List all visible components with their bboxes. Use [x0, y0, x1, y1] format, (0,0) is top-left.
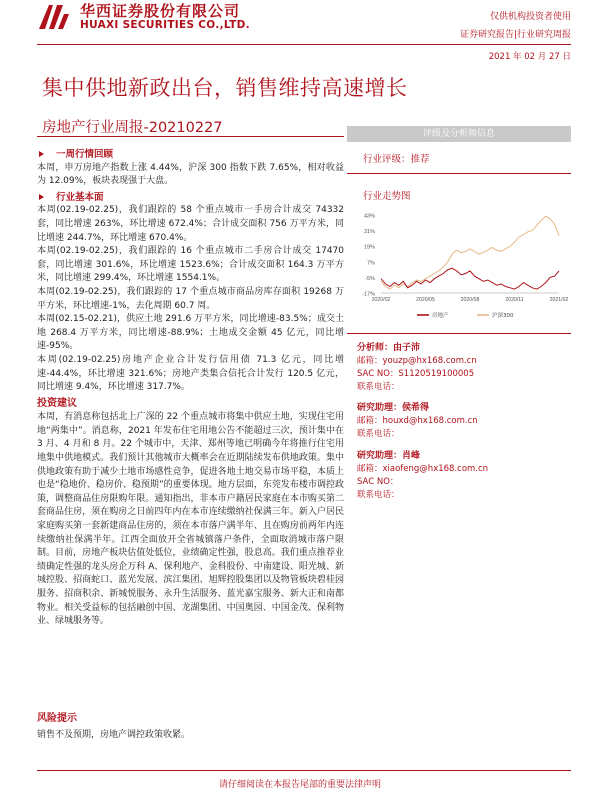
legal-notice: 请仔细阅读在本报告尾部的重要法律声明	[218, 780, 381, 790]
company-name-cn: 华西证券股份有限公司	[80, 2, 241, 20]
assistant-email: 邮箱：houxd@hx168.com.cn	[357, 416, 478, 426]
investment-paragraph: 本周，有消息称包括北上广深的 22 个重点城市将集中供应土地，实现住宅用地“两集中”。消息称，2021 年发布住宅用地公告不能超过三次，预计集中在 3 月、4 月和 8 月。22 个城市中，天津、郑州等地已明确今年将推行住宅用地集中供地模式。我们预计其他城市大概率会在近期陆续发布供地政策。集中供地政策有助于减少土地市场感性竞争，促进各地土地交易市场平稳，本质上也是“稳地价、稳房价、稳预期”的重要体现。地方层面，东莞发布楼市调控政策，调整商品住房限购年限。通知指出，非本市户籍居民家庭在本市购买第二套商品住房，须在购房之日前四年内在本市连续缴纳社保满三年。新入户居民家庭购买第一套新建商品住房的，须在本市落户满半年、且在购房前两年内连续缴纳社保满半年。江西全面放开全省城镇落户条件，全面取消城市落户限制。目前，房地产板块估值处低位，业绩确定性强，股息高。我们重点推荐业绩确定性强的龙头房企万科 A、保利地产、金科股份、中南建设、阳光城、新城控股、招商蛇口、蓝光发展、滨江集团、旭辉控股集团以及物管板块碧桂园服务、招商积余、新城悦服务、永升生活服务、蓝光嘉宝服务、新大正和南都物业。相关受益标的包括融创中国、龙湖集团、中国奥园、中国金茂、保利物业、绿城服务等。	[37, 412, 344, 627]
analyst-phone: 联系电话：	[357, 382, 400, 392]
assistant-email: 邮箱：xiaofeng@hx168.com.cn	[357, 464, 489, 474]
section-heading: 一周行情回顾	[37, 148, 344, 162]
header-tagline: 仅供机构投资者使用	[489, 12, 571, 22]
risk-text: 销售不及预期，房地产调控政策收紧。	[37, 730, 191, 740]
company-logo-icon	[37, 2, 71, 30]
y-tick-label: 31%	[363, 229, 375, 236]
fundamentals-paragraph: 本周(02.15-02.21)，供应土地 291.6 万平方米，同比增速-83.5%；成交土地 268.4 万平方米，同比增速-88.9%；土地成交金额 45 亿元，同比增速-95%。	[37, 314, 344, 352]
y-tick-label: -17%	[362, 291, 375, 298]
report-body	[37, 146, 344, 629]
assistant-sac: SAC NO：	[357, 477, 399, 487]
series-line	[381, 216, 559, 289]
industry-trend-chart	[347, 205, 571, 330]
rating-box-header: 评级及分析师信息	[347, 126, 571, 142]
analyst-name: 分析师：由子沛	[357, 343, 421, 353]
legend-label: 沪深300	[492, 313, 514, 319]
assistant-phone: 联系电话：	[357, 490, 400, 500]
x-tick-label: 2020/11	[505, 297, 524, 303]
fundamentals-paragraph: 本周(02.19-02.25)房地产企业合计发行信用债 71.3 亿元，同比增速-44.4%，环比增速 321.6%；房地产类集合信托合计发行 120.5 亿元，同比增速 9.4%，环比增速 317.7%。	[37, 354, 344, 393]
fundamentals-paragraph: 本周(02.19-02.25)，我们跟踪的 58 个重点城市一手房合计成交 74332 套，同比增速 263%，环比增速 672.4%；合计成交面积 756 万平方米，同比增速 244.7%，环比增速 670.4%。	[37, 205, 344, 243]
sidebar-divider	[347, 173, 571, 174]
market-review-paragraph: 本周，申万房地产指数上涨 4.44%，沪深 300 指数下跌 7.65%，相对收益为 12.09%，板块表现强于大盘。	[37, 162, 344, 187]
assistant-name: 研究助理：肖峰	[357, 451, 421, 461]
analyst-email: 邮箱：youzp@hx168.com.cn	[357, 356, 477, 366]
company-name-en: HUAXI SECURITIES CO.,LTD.	[80, 19, 250, 31]
bullet-triangle-icon	[39, 194, 44, 200]
y-tick-label: 19%	[363, 244, 375, 251]
report-title: 集中供地新政出台，销售维持高速增长	[42, 76, 408, 100]
industry-rating: 行业评级：推荐	[363, 154, 430, 165]
y-tick-label: 43%	[363, 213, 375, 220]
report-subtitle: 房地产行业周报-20210227	[42, 120, 223, 136]
header-divider	[37, 44, 571, 45]
x-tick-label: 2020/05	[416, 297, 435, 303]
fundamentals-paragraph: 本周(02.19-02.25)，我们跟踪的 17 个重点城市商品房库存面积 19268 万平方米，环比增速-1%，去化周期 60.7 周。	[37, 286, 344, 311]
legend-label: 房地产	[432, 313, 449, 319]
x-tick-label: 2020/02	[371, 297, 391, 303]
report-date: 2021 年 02 月 27 日	[488, 52, 571, 62]
risk-heading: 风险提示	[37, 713, 77, 724]
footer-divider	[37, 770, 571, 771]
subtitle-divider	[37, 136, 344, 137]
report-category: 证券研究报告|行业研究周报	[459, 30, 571, 40]
sidebar-divider	[347, 333, 571, 334]
fundamentals-paragraph: 本周(02.19-02.25)，我们跟踪的 16 个重点城市二手房合计成交 17470 套，同比增速 301.6%，环比增速 1523.6%；合计成交面积 164.3 万平方米，同比增速 299.4%，环比增速 1554.1%。	[37, 246, 344, 284]
y-tick-label: 7%	[367, 260, 375, 267]
assistant-phone: 联系电话：	[357, 429, 400, 439]
bullet-triangle-icon	[39, 151, 44, 157]
y-tick-label: -5%	[365, 275, 375, 282]
x-tick-label: 2021/02	[549, 297, 569, 303]
investment-heading: 投资建议	[37, 397, 77, 409]
x-tick-label: 2020/08	[460, 297, 480, 303]
assistant-name: 研究助理：侯希得	[357, 403, 430, 413]
section-heading: 行业基本面	[37, 191, 344, 205]
trend-chart-title: 行业走势图	[363, 191, 411, 202]
analyst-sac: SAC NO：S1120519100005	[357, 369, 475, 379]
